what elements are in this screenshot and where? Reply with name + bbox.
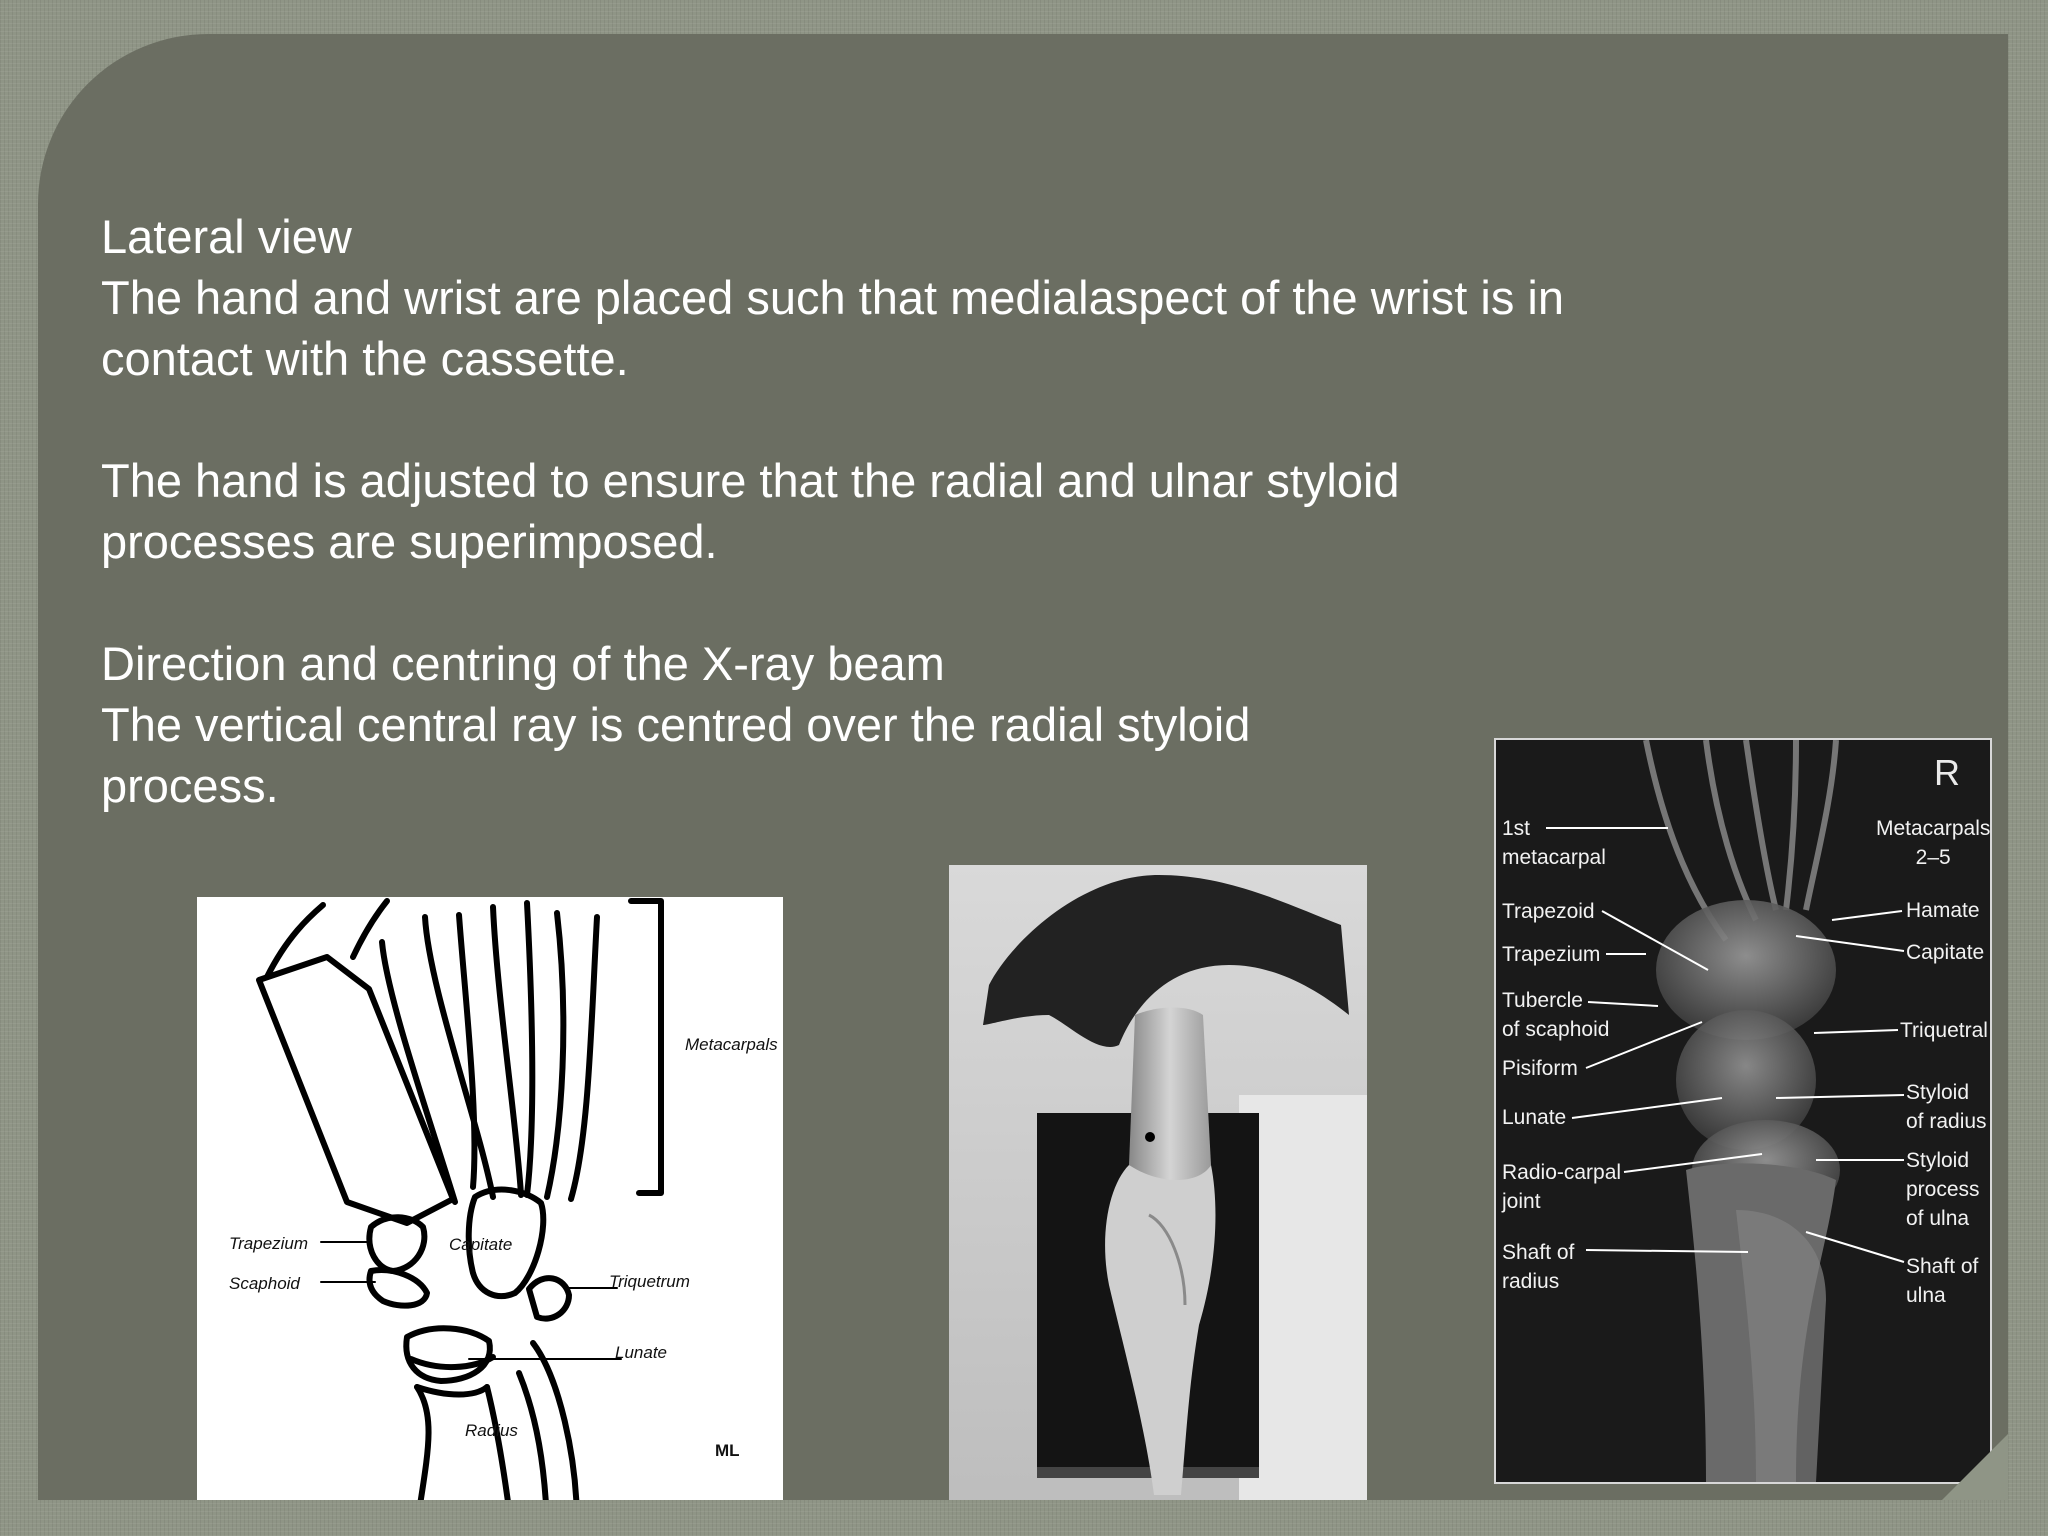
slide-panel <box>38 34 2008 1500</box>
text-line: The vertical central ray is centred over the radial styloid <box>101 698 1251 751</box>
label-capitate: Capitate <box>1906 941 1985 964</box>
positioning-photo <box>949 865 1367 1500</box>
label-triquetral: Triquetral <box>1900 1019 1988 1042</box>
panel-corner-notch <box>1942 1434 2008 1500</box>
wrist-bone-diagram <box>197 897 783 1500</box>
label-styloid-process-ulna: Styloid process of ulna <box>1906 1149 1980 1230</box>
label-pisiform: Pisiform <box>1502 1057 1578 1080</box>
text-line: processes are superimposed. <box>101 515 718 568</box>
label-trapezium: Trapezium <box>229 1234 309 1253</box>
label-lunate: Lunate <box>615 1343 667 1362</box>
label-styloid-of-radius: Styloid of radius <box>1906 1081 1987 1133</box>
hand-on-cassette-photo <box>949 865 1367 1500</box>
side-marker: R <box>1934 752 1960 793</box>
label-tubercle-scaphoid: Tubercle of scaphoid <box>1502 989 1610 1041</box>
label-radio-carpal-joint: Radio-carpal joint <box>1502 1161 1622 1213</box>
label-shaft-of-radius: Shaft of radius <box>1502 1241 1575 1293</box>
label-trapezium: Trapezium <box>1502 943 1601 966</box>
label-scaphoid: Scaphoid <box>229 1274 300 1293</box>
text-line: The hand is adjusted to ensure that the radial and ulnar styloid <box>101 454 1400 507</box>
label-ml: ML <box>715 1441 740 1460</box>
label-lunate: Lunate <box>1502 1106 1567 1129</box>
label-capitate: Capitate <box>449 1235 513 1254</box>
text-line: contact with the cassette. <box>101 332 629 385</box>
label-metacarpals: Metacarpals <box>685 1035 778 1054</box>
label-radius: Radius <box>465 1421 518 1440</box>
label-hamate: Hamate <box>1906 899 1980 922</box>
label-first-metacarpal: 1st metacarpal <box>1502 817 1606 869</box>
bone-outline-drawing <box>197 897 783 1500</box>
label-metacarpals-2-5: Metacarpals 2–5 <box>1876 817 1991 869</box>
label-trapezoid: Trapezoid <box>1502 900 1595 923</box>
slide-text <box>101 206 1801 816</box>
label-triquetrum: Triquetrum <box>609 1272 690 1291</box>
text-line: The hand and wrist are placed such that medialaspect of the wrist is in <box>101 271 1564 324</box>
label-shaft-of-ulna: Shaft of ulna <box>1906 1255 1979 1307</box>
text-line: Direction and centring of the X-ray beam <box>101 637 945 690</box>
text-line: Lateral view <box>101 210 352 263</box>
lateral-xray <box>1494 738 1992 1484</box>
text-line: process. <box>101 759 279 812</box>
